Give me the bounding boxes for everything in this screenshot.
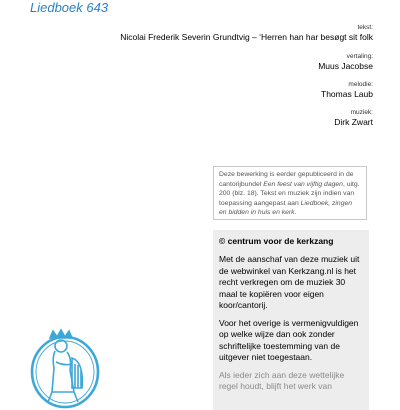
copyright-paragraph-2: Voor het overige is vermenigvuldigen op welke wijze dan ook zonder schriftelijke toestemming van de uitgever niet toegestaan. bbox=[219, 317, 359, 362]
credit-value-music: Dirk Zwart bbox=[334, 117, 373, 127]
note-part-1: Deze bewerking is eerder gepubliceerd in de cantorijbundel bbox=[219, 171, 354, 188]
copyright-title: © centrum voor de kerkzang bbox=[219, 236, 334, 246]
credit-label-translation: vertaling: bbox=[346, 53, 373, 60]
copyright-panel bbox=[213, 230, 369, 410]
note-part-3: . bbox=[294, 209, 297, 216]
note-book-title-2: Liedboek, zingen en bidden in huis en kerk bbox=[219, 199, 353, 216]
note-part-2: , uitg. 200 (blz. 18). Tekst en muziek zijn indien van toepassing aangepast aan bbox=[219, 180, 360, 207]
king-david-harp-logo-icon bbox=[28, 318, 102, 410]
credit-value-translation: Muus Jacobse bbox=[318, 61, 373, 71]
credit-value-text: Nicolai Frederik Severin Grundtvig – ‘Herren han har besøgt sit folk bbox=[120, 32, 373, 42]
publication-note bbox=[213, 166, 367, 220]
credit-label-music: muziek: bbox=[350, 109, 373, 116]
copyright-paragraph-1: Met de aanschaf van deze muziek uit de webwinkel van Kerkzang.nl is het recht verkregen om de muziek 30 maal te kopiëren voor eigen koor/cantorij. bbox=[219, 254, 360, 310]
note-book-title-1: Een feest van vijftig dagen bbox=[263, 180, 343, 188]
credit-label-melody: melodie: bbox=[348, 81, 373, 88]
credit-label-text: tekst: bbox=[357, 24, 373, 31]
credit-value-melody: Thomas Laub bbox=[321, 89, 373, 99]
copyright-paragraph-3: Als ieder zich aan deze wettelijke regel houdt, blijft het werk van bbox=[219, 369, 345, 391]
document-title: Liedboek 643 bbox=[30, 0, 109, 15]
credits-block bbox=[53, 23, 373, 136]
